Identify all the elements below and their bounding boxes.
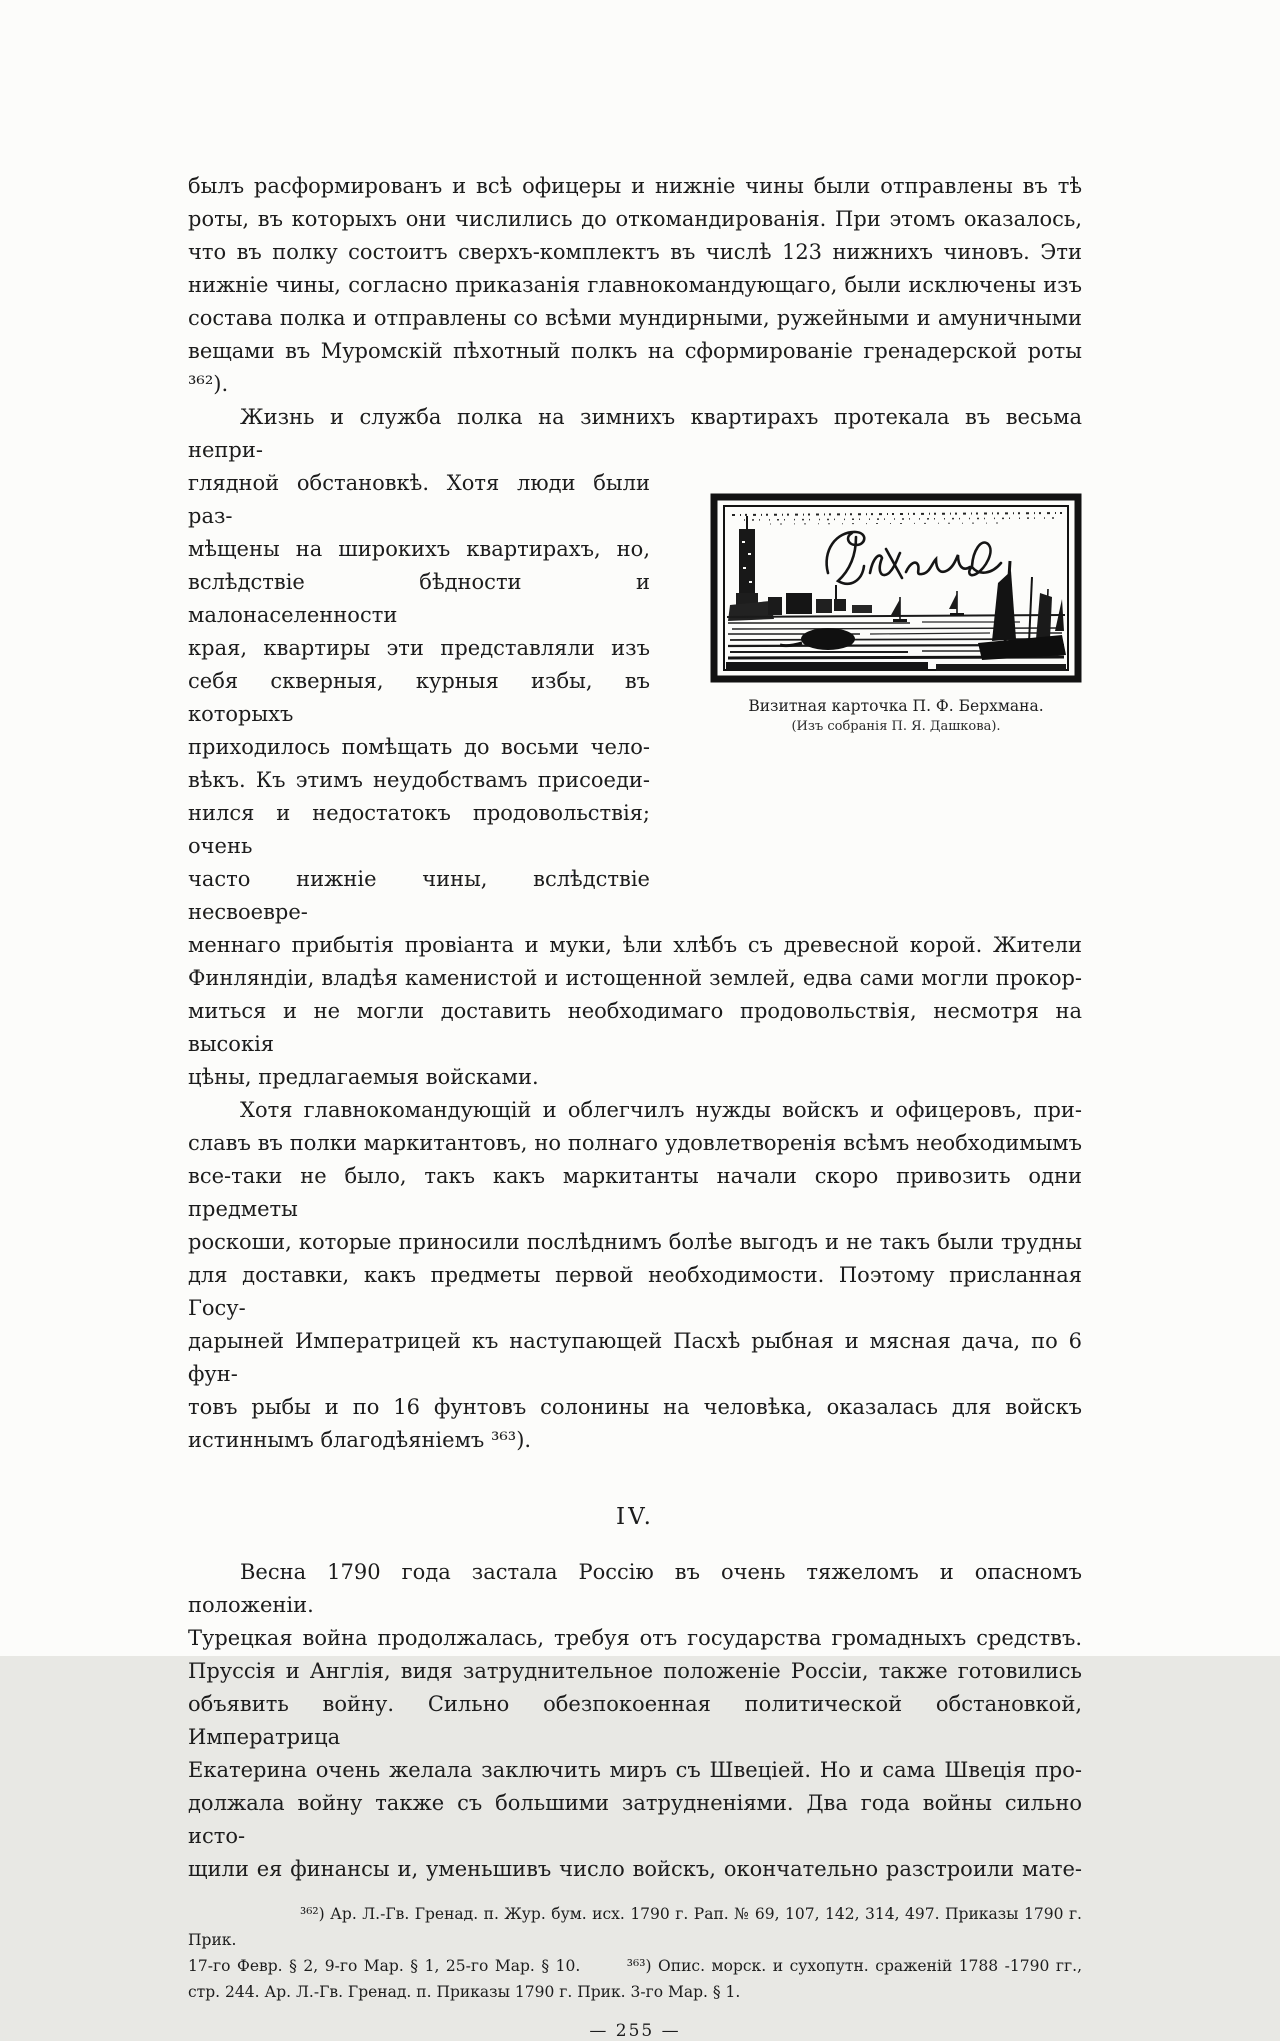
section-heading: IV. [616, 1504, 654, 1530]
text-line: Жизнь и служба полка на зимнихъ квартирахъ протекала въ весьма непри- [188, 405, 1082, 462]
text-line: миться и не могли доставить необходимаго продовольствія, несмотря на высокія [188, 999, 1082, 1056]
text-line: товъ рыбы и по 16 фунтовъ солонины на человѣка, оказалась для войскъ [188, 1395, 1082, 1419]
text-line: славъ въ полки маркитантовъ, но полнаго удовлетворенія всѣмъ необходимымъ [188, 1131, 1082, 1155]
text-line: состава полка и отправлены со всѣми мундирными, ружейными и амуничными [188, 306, 1082, 330]
paragraph-1 [188, 170, 1082, 401]
text-line: меннаго прибытія провіанта и муки, ѣли хлѣбъ съ древесной корой. Жители [188, 933, 1082, 957]
text-line: Хотя главнокомандующій и облегчилъ нужды войскъ и офицеровъ, при- [240, 1098, 1082, 1122]
text-line: истиннымъ благодѣяніемъ ³⁶³). [188, 1428, 532, 1452]
footnotes [188, 1901, 1082, 2005]
text-line: края, квартиры эти представляли изъ [188, 636, 650, 660]
paragraph-3 [188, 1094, 1082, 1457]
text-line: часто нижніе чины, вслѣдствіе несвоевре- [188, 867, 650, 924]
text-line: дарыней Императрицей къ наступающей Пасхѣ рыбная и мясная дача, по 6 фун- [188, 1329, 1082, 1386]
text-line: Пруссія и Англія, видя затруднительное положеніе Россіи, также готовились [188, 1659, 1082, 1683]
text-line: роскоши, которые приносили послѣднимъ болѣе выгодъ и не такъ были трудны [188, 1230, 1082, 1254]
text-and-figure-wrap [188, 467, 1082, 929]
text-line: для доставки, какъ предметы первой необходимости. Поэтому присланная Госу- [188, 1263, 1082, 1320]
paragraph-2-continued [188, 929, 1082, 1094]
text-line: цѣны, предлагаемыя войсками. [188, 1065, 539, 1089]
text-line: ³⁶²) Ар. Л.-Гв. Гренад. п. Жур. бум. исх. 1790 г. Рап. № 69, 107, 142, 314, 497. Приказы 1790 г. Прик. [188, 1905, 1082, 1949]
text-line: что въ полку состоитъ сверхъ-комплектъ въ числѣ 123 нижнихъ чиновъ. Эти [188, 240, 1082, 264]
text-line: Екатерина очень желала заключить миръ съ Швеціей. Но и сама Швеція про- [188, 1758, 1082, 1782]
text-line: Финляндіи, владѣя каменистой и истощенной землей, едва сами могли прокор- [188, 966, 1082, 990]
text-line: вещами въ Муромскій пѣхотный полкъ на сформированіе гренадерской роты ³⁶²). [188, 339, 1082, 396]
text-line: глядной обстановкѣ. Хотя люди были раз- [188, 471, 650, 528]
text-line: нижніе чины, согласно приказанія главнокомандующаго, были исключены изъ [188, 273, 1082, 297]
text-line: должала войну также съ большими затрудненіями. Два года войны сильно исто- [188, 1791, 1082, 1848]
page-number: — 255 — [589, 2021, 681, 2041]
text-line: все-таки не было, такъ какъ маркитанты начали скоро привозить одни предметы [188, 1164, 1082, 1221]
text-line: стр. 244. Ар. Л.-Гв. Гренад. п. Приказы 1790 г. Прик. 3-го Мар. § 1. [188, 1983, 741, 2001]
paragraph-4 [188, 1556, 1082, 1886]
text-line: приходилось помѣщать до восьми чело- [188, 735, 650, 759]
text-line: Весна 1790 года застала Россію въ очень тяжеломъ и опасномъ положеніи. [188, 1560, 1082, 1617]
text-line: былъ расформированъ и всѣ офицеры и нижніе чины были отправлены въ тѣ [188, 174, 1082, 198]
text-line: себя скверныя, курныя избы, въ которыхъ [188, 669, 650, 726]
figure-caption-source: (Изъ собранія П. Я. Дашкова). [791, 719, 1001, 734]
text-line: щили ея финансы и, уменьшивъ число войскъ, окончательно разстроили мате- [188, 1857, 1082, 1881]
text-line: мѣщены на широкихъ квартирахъ, но, [188, 537, 650, 561]
text-line: вѣкъ. Къ этимъ неудобствамъ присоеди- [188, 768, 650, 792]
figure-caption: Визитная карточка П. Ф. Берхмана. [748, 697, 1044, 715]
figure-visiting-card [710, 493, 1082, 735]
text-line: роты, въ которыхъ они числились до откомандированія. При этомъ оказалось, [188, 207, 1082, 231]
left-text-column [188, 467, 650, 929]
text-line: объявить войну. Сильно обезпокоенная политической обстановкой, Императрица [188, 1692, 1082, 1749]
text-line: вслѣдствіе бѣдности и малонаселенности [188, 570, 650, 627]
visiting-card-illustration [710, 493, 1082, 683]
text-line: 17-го Февр. § 2, 9-го Мар. § 1, 25-го Мар. § 10. ³⁶³) Опис. морск. и сухопутн. сраженій 1788 -1790 гг., [188, 1957, 1082, 1975]
text-line: нился и недостатокъ продовольствія; очень [188, 801, 650, 858]
text-line: Турецкая война продолжалась, требуя отъ государства громадныхъ средствъ. [188, 1626, 1082, 1650]
paragraph-2 [188, 401, 1082, 1094]
